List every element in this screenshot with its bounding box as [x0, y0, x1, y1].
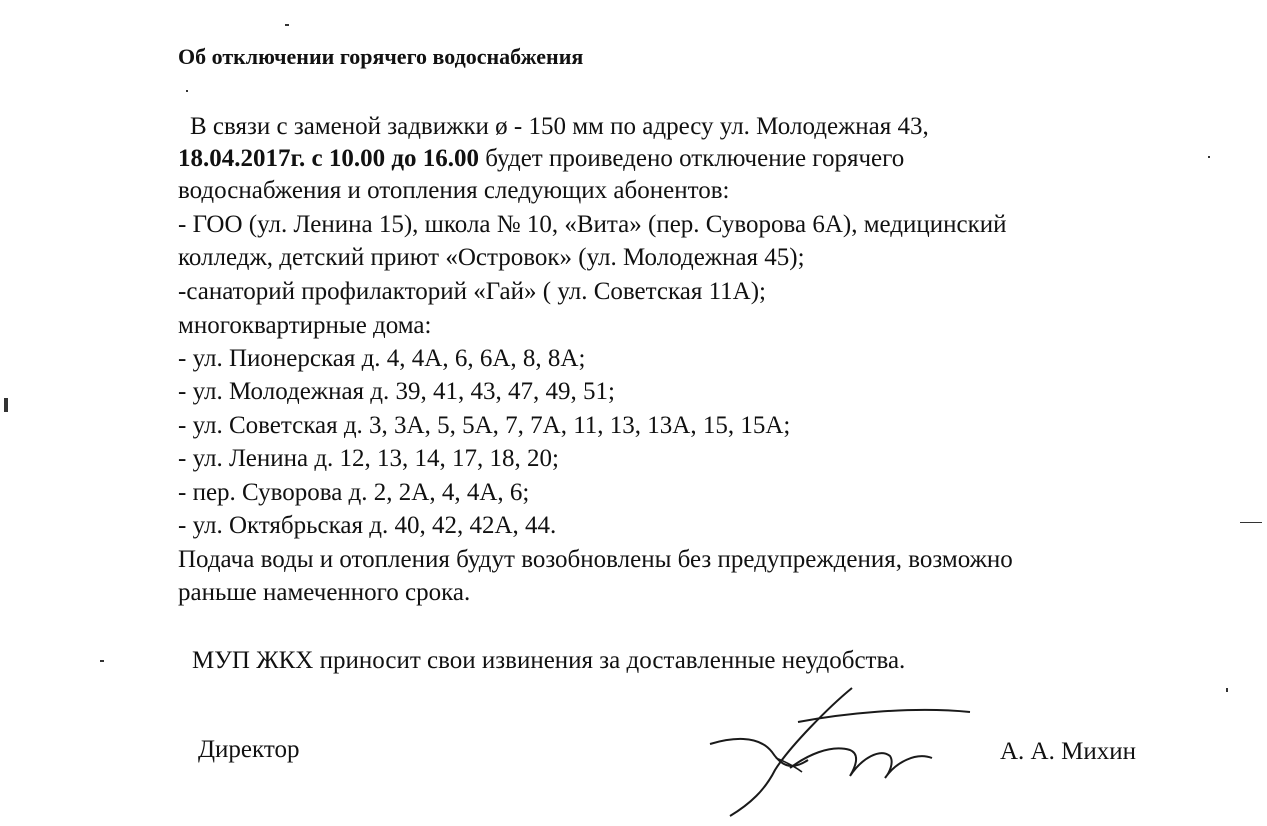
intro-line-2 [178, 146, 904, 171]
resume-line-1: Подача воды и отопления будут возобновлены без предупреждения, возможно [178, 546, 1013, 573]
resume-line-2: раньше намеченного срока. [178, 579, 471, 606]
apology-text: МУП ЖКХ приносит свои извинения за доставленные неудобства. [192, 647, 906, 674]
street-list-item: - ул. Октябрьская д. 40, 42, 42А, 44. [178, 512, 557, 539]
street-list-item: - ул. Пионерская д. 4, 4А, 6, 6А, 8, 8А; [178, 345, 586, 372]
intro-line-3: водоснабжения и отопления следующих абонентов: [178, 177, 730, 204]
scan-speck [186, 90, 188, 92]
subscribers-line-1: - ГОО (ул. Ленина 15), школа № 10, «Вита» (пер. Суворова 6А), медицинский [178, 211, 1007, 238]
intro-line-2-rest: будет проиведено отключение горячего [479, 145, 905, 172]
position-title: Директор [198, 736, 300, 763]
street-list-item: - ул. Ленина д. 12, 13, 14, 17, 18, 20; [178, 445, 559, 472]
scan-speck [4, 398, 8, 412]
scan-speck [1240, 522, 1262, 523]
street-list-item: - ул. Молодежная д. 39, 41, 43, 47, 49, 51; [178, 378, 615, 405]
scan-speck [100, 660, 104, 662]
street-list-item: - ул. Советская д. 3, 3А, 5, 5А, 7, 7А, 11, 13, 13А, 15, 15А; [178, 412, 791, 439]
scan-speck [285, 24, 289, 26]
scan-speck [1226, 688, 1228, 692]
scan-speck [1208, 156, 1210, 158]
subscribers-line-3: -санаторий профилакторий «Гай» ( ул. Советская 11А); [178, 278, 766, 305]
intro-line-1: В связи с заменой задвижки ø - 150 мм по адресу ул. Молодежная 43, [190, 113, 929, 140]
handwritten-signature [680, 686, 980, 826]
notice-title: Об отключении горячего водоснабжения [178, 44, 584, 69]
subscribers-line-2: колледж, детский приют «Островок» (ул. Молодежная 45); [178, 244, 805, 271]
street-list-item: - пер. Суворова д. 2, 2А, 4, 4А, 6; [178, 479, 530, 506]
signatory-name: А. А. Михин [1000, 738, 1136, 765]
outage-date-time: 18.04.2017г. с 10.00 до 16.00 [178, 145, 480, 172]
apartments-heading: многоквартирные дома: [178, 312, 432, 339]
